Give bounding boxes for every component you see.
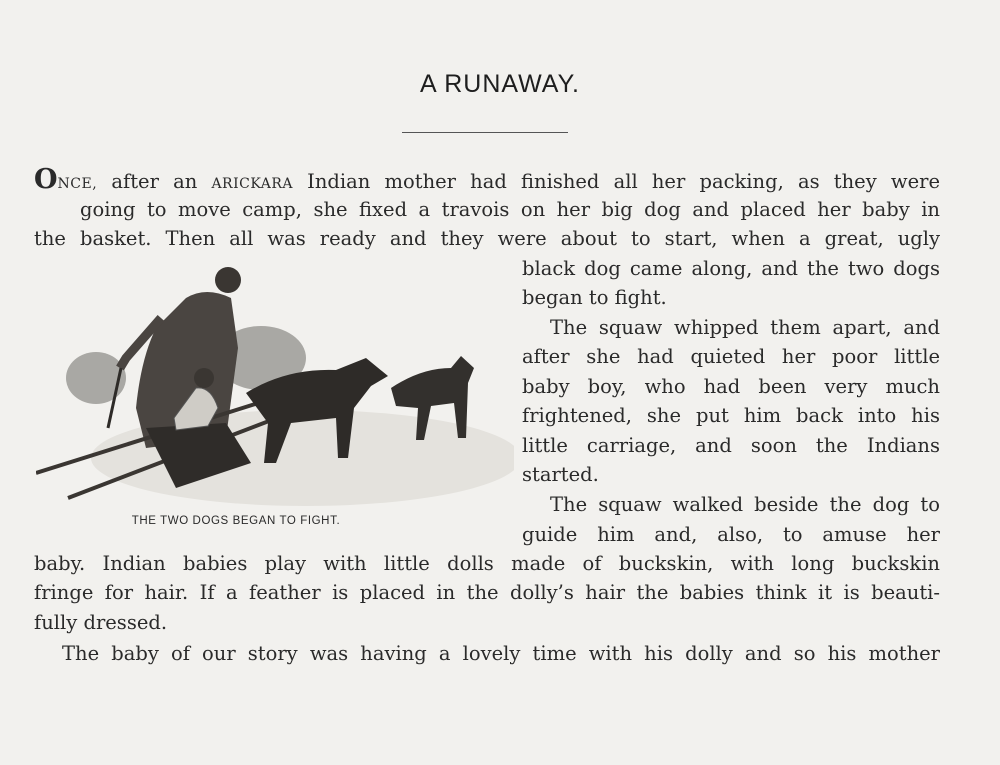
text-line: the basket. Then all was ready and they were about to start, when a great, ugly xyxy=(34,227,940,250)
chapter-title: A RUNAWAY. xyxy=(419,70,581,98)
text-line: little carriage, and soon the Indians xyxy=(522,434,940,457)
text-line: The baby of our story was having a lovely time with his dolly and so his mother xyxy=(62,642,940,665)
text-span: Indian mother had finished all her packing, as they were xyxy=(292,170,940,193)
text-line: black dog came along, and the two dogs xyxy=(522,257,940,280)
illustration xyxy=(36,258,514,506)
text-line: fully dressed. xyxy=(34,611,168,634)
text-line xyxy=(34,165,940,199)
text-line: frightened, she put him back into his xyxy=(522,404,940,427)
title-rule xyxy=(402,132,568,133)
text-line: The squaw whipped them apart, and xyxy=(550,316,940,339)
text-span: after an xyxy=(97,170,212,193)
text-line: baby. Indian babies play with little dolls made of buckskin, with long buckskin xyxy=(34,552,940,575)
text-line: baby boy, who had been very much xyxy=(522,375,940,398)
text-line: The squaw walked beside the dog to xyxy=(550,493,940,516)
drop-cap: O xyxy=(34,164,58,195)
tribe-name: ARICKARA xyxy=(211,176,293,192)
text-line: fringe for hair. If a feather is placed in the dolly’s hair the babies think it is beauti- xyxy=(34,581,940,604)
text-line: guide him and, also, to amuse her xyxy=(522,523,940,546)
small-caps-word: NCE, xyxy=(57,176,98,192)
text-line: going to move camp, she fixed a travois on her big dog and placed her baby in xyxy=(80,198,940,221)
text-line: after she had quieted her poor little xyxy=(522,345,940,368)
figure-caption: THE TWO DOGS BEGAN TO FIGHT. xyxy=(131,515,341,527)
text-line: began to fight. xyxy=(522,286,667,309)
text-line: started. xyxy=(522,463,599,486)
